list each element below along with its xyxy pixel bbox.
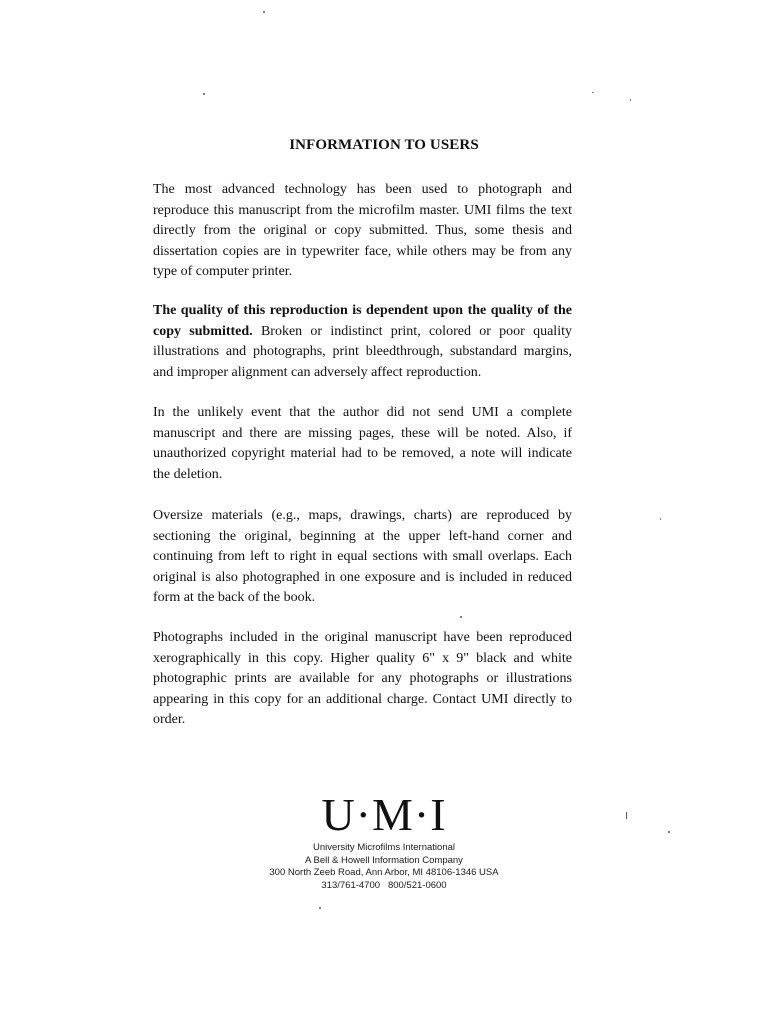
paragraph-2-lead: The quality of this reproduction is dependent upon the quality of the copy submitted. [153,303,572,339]
paragraph-2 [153,301,572,383]
publisher-address [0,842,768,892]
address-line-2: A Bell & Howell Information Company [305,854,463,866]
address-line-1: University Microfilms International [312,842,455,853]
scan-speck [319,907,321,909]
paragraph-1 [153,180,572,283]
paragraph-5-text: Photographs included in the original manuscript have been reproduced xerographically in this copy. Higher quality 6" x 9" black and white photographic prints are available for any photographs or illustrations appearing in this copy for an additional charge. Contact UMI directly to order. [153,630,572,727]
paragraph-4 [153,506,572,609]
paragraph-1-text: The most advanced technology has been used to photograph and reproduce this manuscript from the microfilm master. UMI films the text directly from the original or copy submitted. Thus, some thesis and dissertation copies are in typewriter face, while others may be from any type of computer printer. [153,182,572,279]
address-line-4: 313/761-4700 800/521-0600 [321,879,447,891]
paragraph-3-text: In the unlikely event that the author did not send UMI a complete manuscript and there are missing pages, these will be noted. Also, if unauthorized copyright material had to be removed, a note will indicate the deletion. [153,405,572,482]
scan-speck [203,93,205,95]
scan-speck [630,99,631,101]
scan-speck [263,11,265,13]
page-title: INFORMATION TO USERS [289,137,479,153]
scan-speck [460,616,462,618]
paragraph-4-text: Oversize materials (e.g., maps, drawings, charts) are reproduced by sectioning the original, beginning at the upper left-hand corner and continuing from left to right in equal sections with small overlaps. Each original is also photographed in one exposure and is included in reduced form at the back of the book. [153,508,572,605]
umi-logo: U·M·I [321,789,447,840]
paragraph-3 [153,403,572,485]
scan-speck [626,812,627,819]
address-line-3: 300 North Zeeb Road, Ann Arbor, MI 48106-1346 USA [269,867,499,878]
scan-speck [668,831,670,833]
scan-speck [660,518,661,520]
paragraph-2-text: Broken or indistinct print, colored or poor quality illustrations and photographs, print bleedthrough, substandard margins, and improper alignment can adversely affect reproduction. [153,323,572,380]
paragraph-5 [153,628,572,731]
scan-speck [592,92,594,93]
